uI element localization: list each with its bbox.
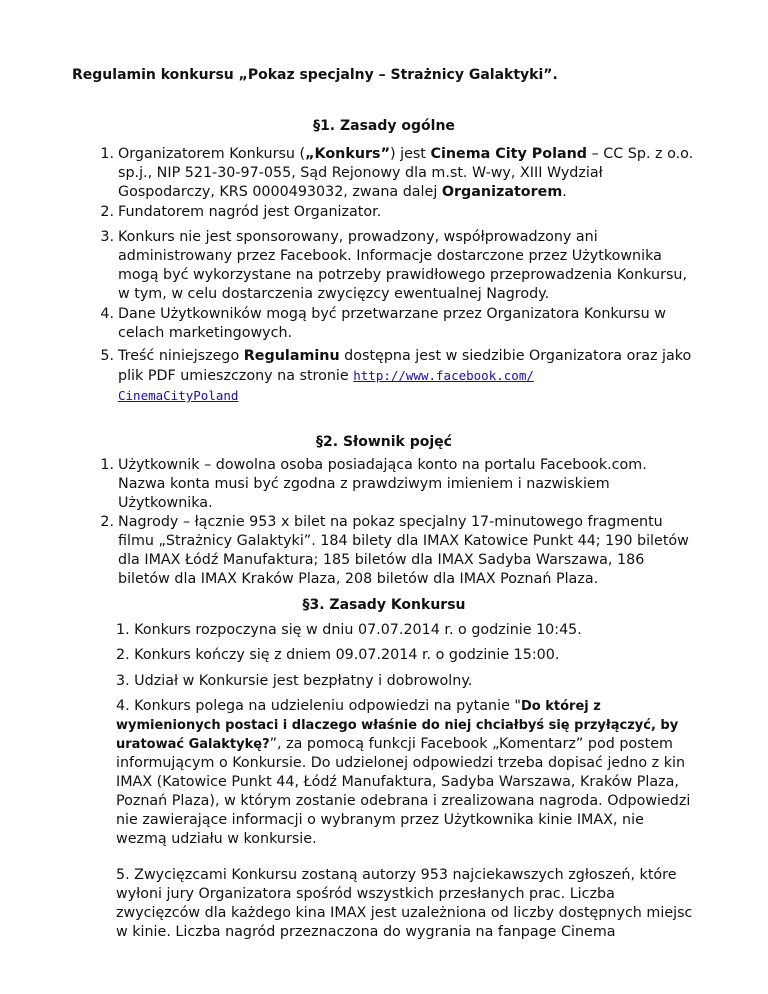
section-2-heading: §2. Słownik pojęć	[316, 434, 452, 450]
list-item: 1. Organizatorem Konkursu („Konkurs”) jest Cinema City Poland – CC Sp. z o.o. sp.j., NIP 521-30-97-055, Sąd Rejonowy dla m.st. W-wy, XIII Wydział Gospodarczy, KRS 0000493032, zwana dalej Organizatorem.	[88, 145, 696, 202]
rule-paragraph-1: 1. Konkurs rozpoczyna się w dniu 07.07.2014 r. o godzinie 10:45.	[116, 622, 582, 638]
list-item: 3. Konkurs nie jest sponsorowany, prowadzony, współprowadzony ani administrowany przez Facebook. Informacje dostarczone przez Użytkownika mogą być wykorzystane na potrzeby prawidłowego przeprowadzenia Konkursu, w tym, w celu dostarczenia zwycięzcy ewentualnej Nagrody.	[88, 228, 696, 304]
rule-paragraph-3: 3. Udział w Konkursie jest bezpłatny i dobrowolny.	[116, 673, 473, 689]
section-1-list-5	[88, 347, 696, 406]
section-1-list-3	[88, 228, 696, 304]
list-item: 5. Treść niniejszego Regulaminu dostępna jest w siedzibie Organizatora oraz jako plik PDF umieszczony na stronie http://www.facebook.com/ CinemaCityPoland	[88, 347, 696, 406]
list-number: 4.	[100, 306, 114, 322]
list-number: 3.	[100, 229, 114, 245]
list-item: 2. Nagrody – łącznie 953 x bilet na pokaz specjalny 17-minutowego fragmentu filmu „Strażnicy Galaktyki”. 184 bilety dla IMAX Katowice Punkt 44; 190 biletów dla IMAX Łódź Manufaktura; 185 biletów dla IMAX Sadyba Warszawa, 186 biletów dla IMAX Kraków Plaza, 208 biletów dla IMAX Poznań Plaza.	[88, 513, 696, 589]
list-number: 5.	[100, 348, 114, 364]
section-1-list	[88, 145, 696, 202]
rule-paragraph-4: 4. Konkurs polega na udzieleniu odpowiedzi na pytanie "Do której z wymienionych postaci i dlaczego właśnie do niej chciałbyś się przyłączyć, by uratować Galaktykę?”, za pomocą funkcji Facebook „Komentarz” pod postem informującym o Konkursie. Do udzielonej odpowiedzi trzeba dopisać jedno z kin IMAX (Katowice Punkt 44, Łódź Manufaktura, Sadyba Warszawa, Kraków Plaza, Poznań Plaza), w którym zostanie odebrana i zrealizowana nagroda. Odpowiedzi nie zawierające informacji o wybranym przez Użytkownika kinie IMAX, nie wezmą udziału w konkursie.	[116, 698, 691, 847]
section-1-list-2	[88, 203, 696, 222]
section-1-heading: §1. Zasady ogólne	[313, 118, 455, 134]
list-item: 1. Użytkownik – dowolna osoba posiadająca konto na portalu Facebook.com. Nazwa konta musi być zgodna z prawdziwym imieniem i nazwiskiem Użytkownika.	[88, 456, 696, 513]
list-number: 2.	[100, 514, 114, 530]
list-number: 2.	[100, 204, 114, 220]
list-item: 4. Dane Użytkowników mogą być przetwarzane przez Organizatora Konkursu w celach marketingowych.	[88, 305, 696, 343]
list-number: 1.	[100, 457, 114, 473]
list-item: 2. Fundatorem nagród jest Organizator.	[88, 203, 696, 222]
section-1-list-4	[88, 305, 696, 343]
rule-paragraph-5: 5. Zwycięzcami Konkursu zostaną autorzy 953 najciekawszych zgłoszeń, które wyłoni jury Organizatora spośród wszystkich przesłanych prac. Liczba zwycięzców dla każdego kina IMAX jest uzależniona od liczby dostępnych miejsc w kinie. Liczba nagród przeznaczona do wygrania na fanpage Cinema	[116, 867, 693, 940]
document-title: Regulamin konkursu „Pokaz specjalny – Strażnicy Galaktyki”.	[72, 67, 558, 83]
section-3-heading: §3. Zasady Konkursu	[302, 597, 466, 613]
list-number: 1.	[100, 146, 114, 162]
facebook-link[interactable]: http://www.facebook.com/	[353, 368, 534, 383]
rule-paragraph-2: 2. Konkurs kończy się z dniem 09.07.2014 r. o godzinie 15:00.	[116, 647, 560, 663]
facebook-link-continued[interactable]: CinemaCityPoland	[118, 388, 239, 403]
section-2-list	[88, 456, 696, 589]
